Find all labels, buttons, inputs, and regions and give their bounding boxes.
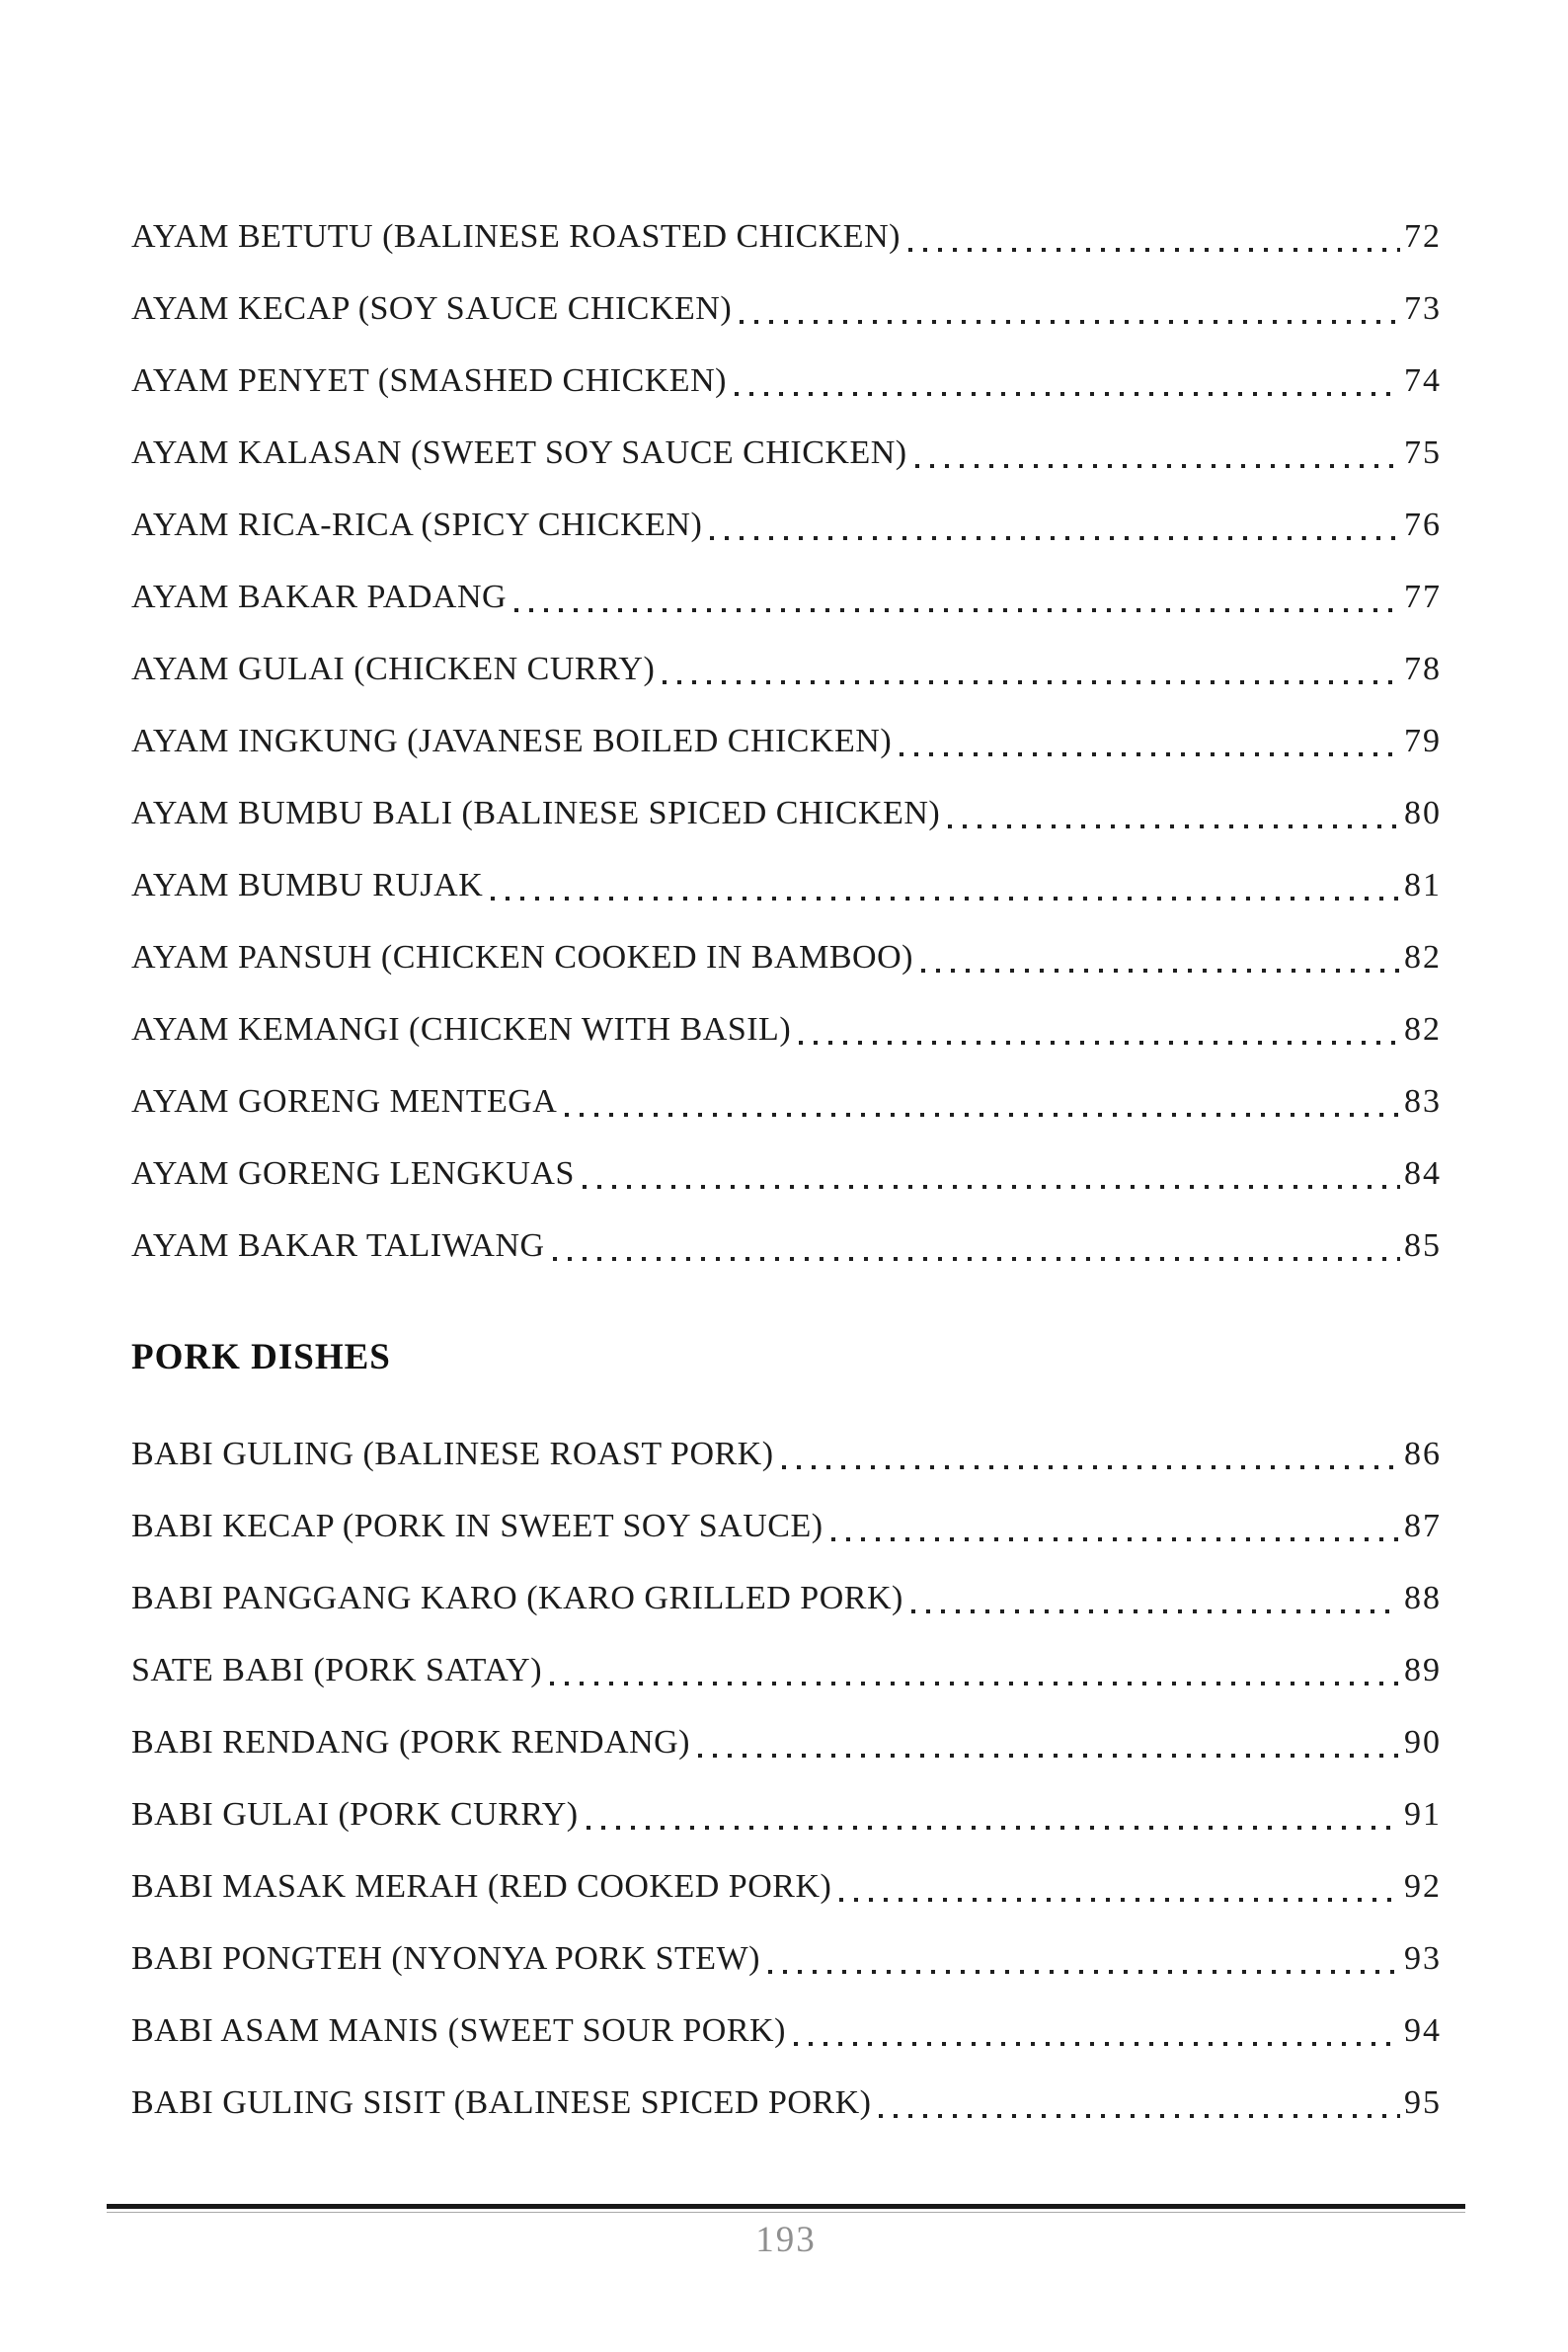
entry-page-number: 85	[1404, 1227, 1442, 1264]
dot-leader	[794, 2042, 1400, 2046]
entry-title: BABI KECAP (PORK IN SWEET SOY SAUCE)	[131, 1508, 823, 1544]
dot-leader	[921, 969, 1400, 973]
dot-leader	[948, 824, 1400, 828]
entry-title: AYAM GORENG LENGKUAS	[131, 1155, 575, 1192]
dot-leader	[565, 1113, 1400, 1117]
toc-entry	[131, 1778, 1442, 1850]
entry-title: AYAM GULAI (CHICKEN CURRY)	[131, 651, 656, 687]
toc-entry	[131, 993, 1442, 1065]
entry-page-number: 78	[1404, 651, 1442, 687]
toc-entry	[131, 1065, 1442, 1137]
entry-title: AYAM BUMBU BALI (BALINESE SPICED CHICKEN)	[131, 795, 941, 831]
dot-leader	[915, 464, 1400, 468]
toc-entry	[131, 1562, 1442, 1634]
entry-title: AYAM GORENG MENTEGA	[131, 1083, 558, 1120]
toc-entry	[131, 921, 1442, 993]
entry-title: AYAM BAKAR TALIWANG	[131, 1227, 545, 1264]
toc-entry	[131, 1210, 1442, 1282]
section-heading: PORK DISHES	[131, 1337, 391, 1377]
dot-leader	[583, 1185, 1400, 1189]
toc-entry	[131, 777, 1442, 849]
dot-leader	[514, 608, 1400, 612]
toc-entry	[131, 1418, 1442, 1490]
dot-leader	[550, 1682, 1400, 1686]
entry-title: BABI GULING (BALINESE ROAST PORK)	[131, 1436, 774, 1472]
footer-rule	[107, 2204, 1465, 2213]
dot-leader	[782, 1465, 1400, 1469]
entry-title: AYAM PANSUH (CHICKEN COOKED IN BAMBOO)	[131, 939, 913, 976]
toc-entry	[131, 849, 1442, 921]
entry-page-number: 90	[1404, 1724, 1442, 1761]
dot-leader	[698, 1754, 1400, 1758]
toc-entry	[131, 1850, 1442, 1922]
entry-page-number: 73	[1404, 290, 1442, 327]
dot-leader	[911, 1609, 1400, 1613]
toc-entry	[131, 2067, 1442, 2139]
toc-entry	[131, 417, 1442, 489]
page-footer	[107, 2204, 1465, 2261]
entry-page-number: 82	[1404, 1011, 1442, 1048]
entry-page-number: 89	[1404, 1652, 1442, 1688]
entry-page-number: 86	[1404, 1436, 1442, 1472]
toc-entry	[131, 200, 1442, 273]
page-number: 193	[755, 2220, 817, 2260]
entry-page-number: 72	[1404, 218, 1442, 255]
toc-entry-list	[131, 1418, 1442, 2139]
entry-title: AYAM INGKUNG (JAVANESE BOILED CHICKEN)	[131, 723, 893, 759]
entry-page-number: 74	[1404, 362, 1442, 399]
entry-page-number: 77	[1404, 579, 1442, 615]
toc-entry	[131, 1137, 1442, 1210]
entry-title: AYAM KEMANGI (CHICKEN WITH BASIL)	[131, 1011, 792, 1048]
entry-title: AYAM RICA-RICA (SPICY CHICKEN)	[131, 507, 703, 543]
dot-leader	[735, 392, 1400, 396]
dot-leader	[491, 897, 1400, 901]
dot-leader	[768, 1970, 1400, 1974]
entry-page-number: 76	[1404, 507, 1442, 543]
entry-title: AYAM PENYET (SMASHED CHICKEN)	[131, 362, 727, 399]
entry-title: BABI MASAK MERAH (RED COOKED PORK)	[131, 1868, 832, 1905]
toc-entry-list	[131, 200, 1442, 1282]
entry-page-number: 93	[1404, 1940, 1442, 1977]
dot-leader	[710, 536, 1400, 540]
entry-title: AYAM KECAP (SOY SAUCE CHICKEN)	[131, 290, 733, 327]
toc-entry	[131, 561, 1442, 633]
toc-entry	[131, 345, 1442, 417]
entry-title: AYAM KALASAN (SWEET SOY SAUCE CHICKEN)	[131, 434, 907, 471]
entry-page-number: 82	[1404, 939, 1442, 976]
toc-section	[131, 200, 1442, 1282]
entry-page-number: 83	[1404, 1083, 1442, 1120]
entry-title: BABI PONGTEH (NYONYA PORK STEW)	[131, 1940, 760, 1977]
entry-page-number: 80	[1404, 795, 1442, 831]
entry-title: BABI ASAM MANIS (SWEET SOUR PORK)	[131, 2012, 786, 2049]
entry-title: AYAM BUMBU RUJAK	[131, 867, 484, 903]
entry-title: BABI PANGGANG KARO (KARO GRILLED PORK)	[131, 1580, 903, 1616]
dot-leader	[839, 1898, 1400, 1902]
entry-page-number: 95	[1404, 2084, 1442, 2121]
entry-page-number: 87	[1404, 1508, 1442, 1544]
toc-section	[131, 1321, 1442, 2139]
entry-page-number: 84	[1404, 1155, 1442, 1192]
toc-entry	[131, 1995, 1442, 2067]
toc-entry	[131, 1490, 1442, 1562]
dot-leader	[908, 248, 1400, 252]
toc-entry	[131, 273, 1442, 345]
dot-leader	[663, 680, 1400, 684]
entry-page-number: 81	[1404, 867, 1442, 903]
entry-title: BABI GULING SISIT (BALINESE SPICED PORK)	[131, 2084, 872, 2121]
entry-title: SATE BABI (PORK SATAY)	[131, 1652, 543, 1688]
dot-leader	[553, 1257, 1400, 1261]
toc-entry	[131, 1922, 1442, 1995]
dot-leader	[740, 320, 1400, 324]
entry-page-number: 91	[1404, 1796, 1442, 1833]
dot-leader	[831, 1537, 1400, 1541]
entry-page-number: 92	[1404, 1868, 1442, 1905]
entry-title: BABI RENDANG (PORK RENDANG)	[131, 1724, 690, 1761]
toc-entry	[131, 633, 1442, 705]
dot-leader	[587, 1826, 1400, 1830]
entry-title: BABI GULAI (PORK CURRY)	[131, 1796, 579, 1833]
dot-leader	[799, 1041, 1400, 1045]
entry-title: AYAM BETUTU (BALINESE ROASTED CHICKEN)	[131, 218, 901, 255]
entry-page-number: 75	[1404, 434, 1442, 471]
dot-leader	[900, 752, 1400, 756]
entry-title: AYAM BAKAR PADANG	[131, 579, 508, 615]
entry-page-number: 79	[1404, 723, 1442, 759]
toc-entry	[131, 1634, 1442, 1706]
entry-page-number: 88	[1404, 1580, 1442, 1616]
toc-entry	[131, 489, 1442, 561]
entry-page-number: 94	[1404, 2012, 1442, 2049]
dot-leader	[879, 2114, 1400, 2118]
toc-entry	[131, 705, 1442, 777]
toc-entry	[131, 1706, 1442, 1778]
toc-list	[131, 200, 1442, 2139]
